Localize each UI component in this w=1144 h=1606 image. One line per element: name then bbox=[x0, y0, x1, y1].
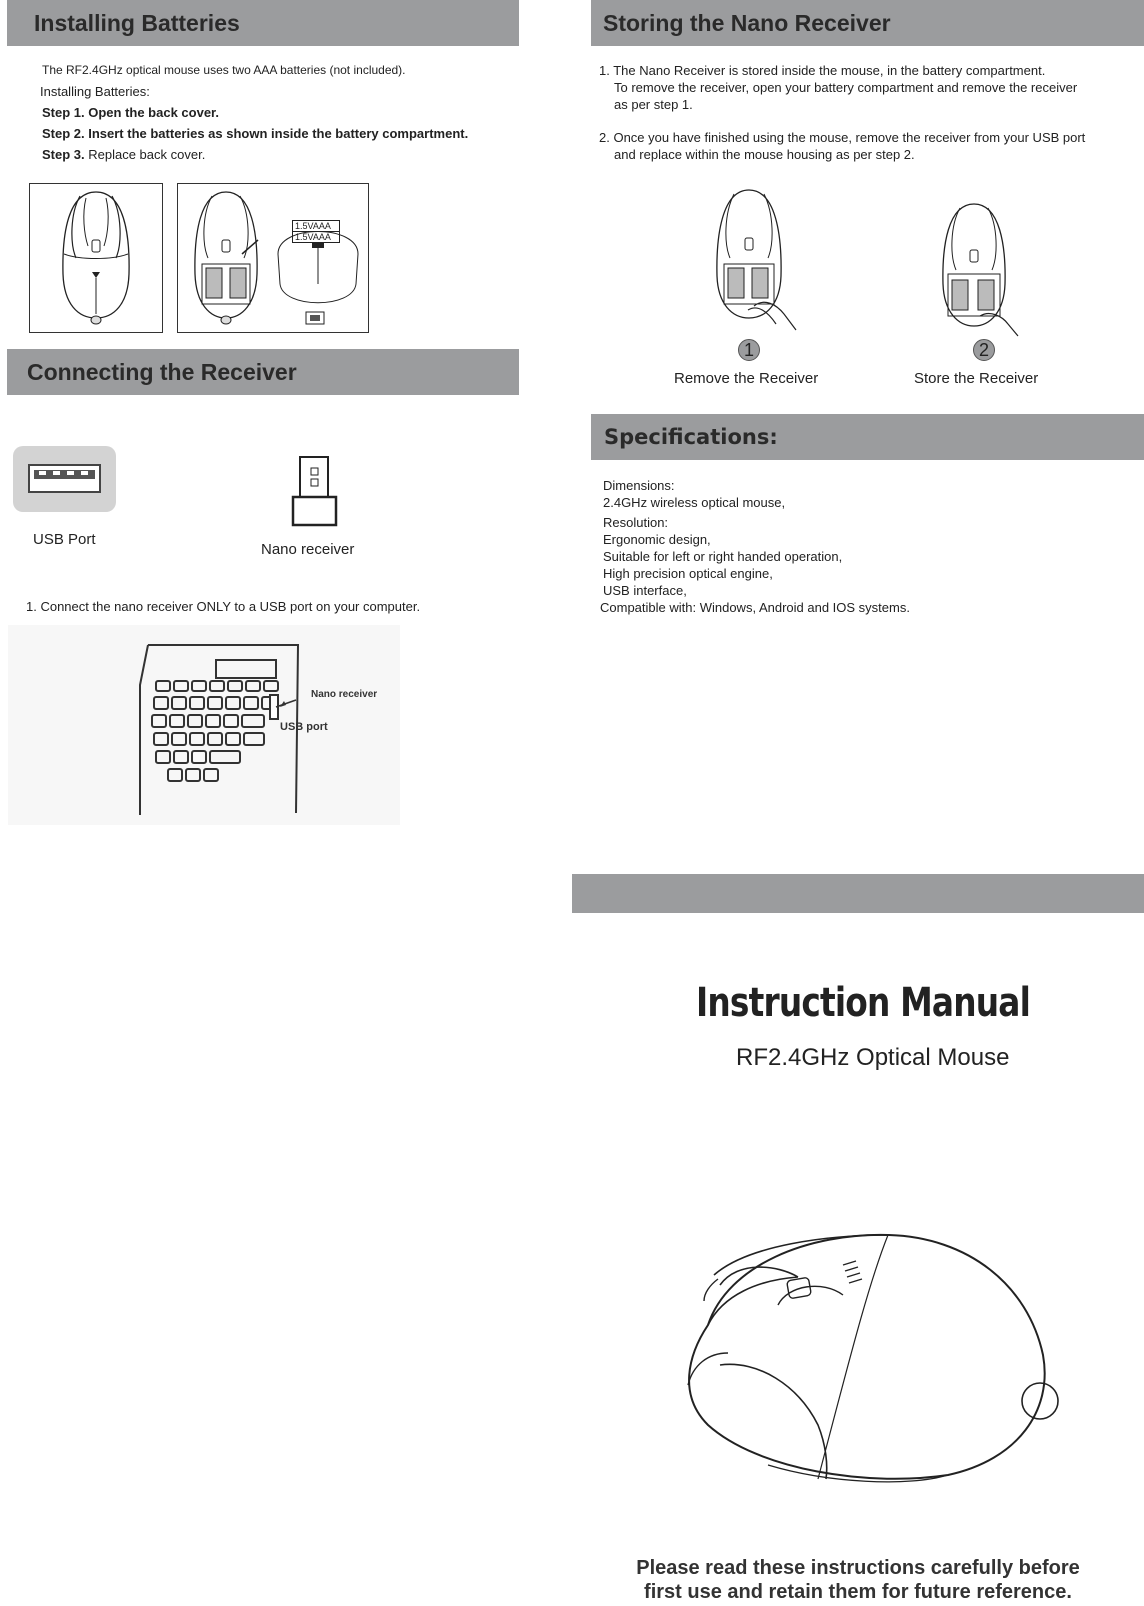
notice-text bbox=[612, 1556, 1104, 1604]
manual-title: Instruction Manual bbox=[696, 980, 1031, 1026]
step1-label: Step 1. bbox=[42, 105, 85, 120]
notice-line-2: first use and retain them for future reference. bbox=[644, 1581, 1072, 1603]
installing-step3 bbox=[42, 146, 205, 163]
connect-instruction: 1. Connect the nano receiver ONLY to a USB port on your computer. bbox=[26, 599, 421, 614]
installing-step1 bbox=[42, 104, 219, 121]
mouse-closed-figure bbox=[29, 183, 163, 333]
step2-label: Step 2. bbox=[42, 126, 85, 141]
spec-item: Resolution: bbox=[603, 515, 669, 530]
storing-p1-line2: To remove the receiver, open your battery compartment and remove the receiver bbox=[614, 80, 1078, 95]
nano-receiver-label: Nano receiver bbox=[261, 541, 355, 558]
spec-item: Compatible with: Windows, Android and IOS systems. bbox=[600, 600, 910, 615]
step-2-badge: 2 bbox=[973, 339, 995, 361]
store-receiver-caption: Store the Receiver bbox=[914, 370, 1039, 387]
manual-subtitle: RF2.4GHz Optical Mouse bbox=[736, 1044, 1010, 1071]
installing-title: Installing Batteries bbox=[34, 10, 240, 36]
fig-usb-port-label: USB port bbox=[280, 721, 328, 733]
specs-title: Specifications: bbox=[604, 425, 778, 449]
spec-item: 2.4GHz wireless optical mouse, bbox=[603, 495, 786, 510]
battery-label-1: 1.5VAAA bbox=[292, 220, 340, 232]
remove-receiver-figure bbox=[704, 186, 814, 336]
storing-p2-line1: 2. Once you have finished using the mouse, remove the receiver from your USB port bbox=[599, 130, 1086, 145]
battery-label-2: 1.5VAAA bbox=[292, 231, 340, 243]
installing-subhead: Installing Batteries: bbox=[40, 84, 150, 99]
spec-item: High precision optical engine, bbox=[603, 566, 773, 581]
nano-receiver-icon bbox=[291, 455, 339, 529]
storing-p1-line3: as per step 1. bbox=[614, 97, 693, 112]
usb-port-label: USB Port bbox=[33, 531, 96, 548]
usb-port-icon bbox=[13, 446, 116, 512]
notice-line-1: Please read these instructions carefully before bbox=[636, 1557, 1080, 1579]
cover-header-bar bbox=[572, 874, 1144, 913]
mouse-open-figure bbox=[177, 183, 369, 333]
mouse-illustration bbox=[648, 1225, 1072, 1490]
storing-p1-line1: 1. The Nano Receiver is stored inside the mouse, in the battery compartment. bbox=[599, 63, 1046, 78]
storing-title: Storing the Nano Receiver bbox=[603, 10, 891, 36]
spec-item: Suitable for left or right handed operation, bbox=[603, 549, 843, 564]
store-receiver-figure bbox=[934, 200, 1034, 342]
step-1-badge: 1 bbox=[738, 339, 760, 361]
step2-text: Insert the batteries as shown inside the battery compartment. bbox=[84, 126, 469, 141]
step3-text: Replace back cover. bbox=[84, 147, 206, 162]
step1-text: Open the back cover. bbox=[84, 105, 220, 120]
step3-label: Step 3. bbox=[42, 147, 85, 162]
installing-step2 bbox=[42, 125, 468, 142]
installing-intro: The RF2.4GHz optical mouse uses two AAA batteries (not included). bbox=[42, 63, 406, 77]
spec-item: USB interface, bbox=[603, 583, 687, 598]
storing-p2-line2: and replace within the mouse housing as per step 2. bbox=[614, 147, 915, 162]
connecting-title: Connecting the Receiver bbox=[27, 359, 297, 385]
laptop-usb-figure bbox=[8, 625, 400, 825]
spec-item: Dimensions: bbox=[603, 478, 675, 493]
remove-receiver-caption: Remove the Receiver bbox=[674, 370, 819, 387]
spec-item: Ergonomic design, bbox=[603, 532, 711, 547]
fig-nano-receiver-label: Nano receiver bbox=[311, 689, 378, 700]
